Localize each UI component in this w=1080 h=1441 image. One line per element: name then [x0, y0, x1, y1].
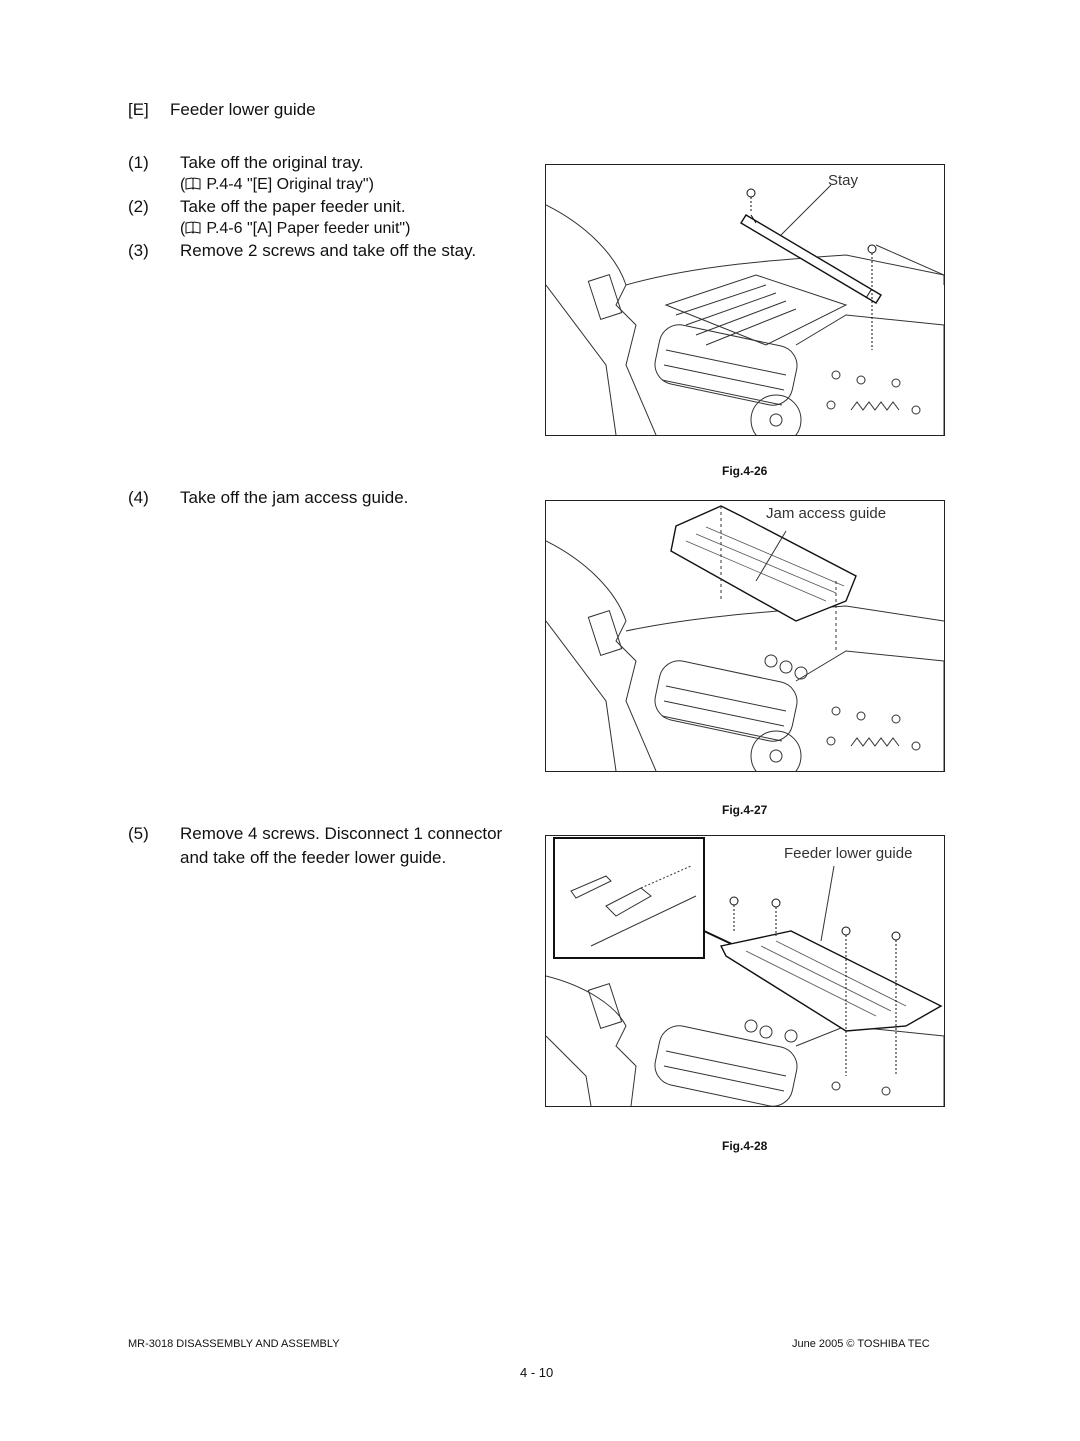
reference-text: P.4-4 "[E] Original tray")	[206, 176, 374, 193]
callout-stay: Stay	[828, 172, 859, 189]
step-number: (5)	[128, 824, 149, 843]
book-icon	[185, 221, 201, 234]
screw-icon	[772, 899, 780, 936]
ref-paren: (	[180, 220, 186, 237]
section-tag: [E]	[128, 100, 149, 119]
screw-icon	[730, 897, 738, 931]
step-5-continued: and take off the feeder lower guide.	[180, 848, 447, 867]
stay-removal-illustration	[546, 165, 944, 435]
figure-caption: Fig.4-28	[722, 1139, 768, 1153]
page-number: 4 - 10	[520, 1365, 554, 1380]
figure-caption: Fig.4-27	[722, 803, 768, 817]
figure-4-28	[545, 835, 945, 1107]
step-text: Remove 4 screws. Disconnect 1 connector	[180, 824, 503, 843]
step-number: (3)	[128, 241, 149, 260]
section-heading	[128, 100, 316, 120]
callout-jam-access-guide: Jam access guide	[766, 505, 887, 522]
step-2-reference	[180, 220, 410, 238]
figure-caption: Fig.4-26	[722, 464, 768, 478]
step-text: Take off the paper feeder unit.	[180, 197, 406, 216]
jam-access-guide-illustration	[546, 501, 944, 771]
step-number: (2)	[128, 197, 149, 216]
book-icon	[185, 177, 201, 190]
step-number: (1)	[128, 153, 149, 172]
footer-document-title: MR-3018 DISASSEMBLY AND ASSEMBLY	[128, 1338, 340, 1350]
ref-paren: (	[180, 176, 186, 193]
reference-text: P.4-6 "[A] Paper feeder unit")	[206, 220, 411, 237]
feeder-lower-guide-illustration	[546, 836, 944, 1106]
step-1-reference	[180, 176, 374, 194]
callout-feeder-lower-guide: Feeder lower guide	[784, 845, 913, 862]
step-text: Take off the original tray.	[180, 153, 364, 172]
step-text: Remove 2 screws and take off the stay.	[180, 241, 477, 260]
section-title: Feeder lower guide	[170, 100, 316, 119]
figure-4-26	[545, 164, 945, 436]
figure-4-27	[545, 500, 945, 772]
footer-date-copyright: June 2005 © TOSHIBA TEC	[792, 1338, 930, 1350]
screw-icon	[747, 189, 755, 213]
step-text: Take off the jam access guide.	[180, 488, 409, 507]
step-number: (4)	[128, 488, 149, 507]
